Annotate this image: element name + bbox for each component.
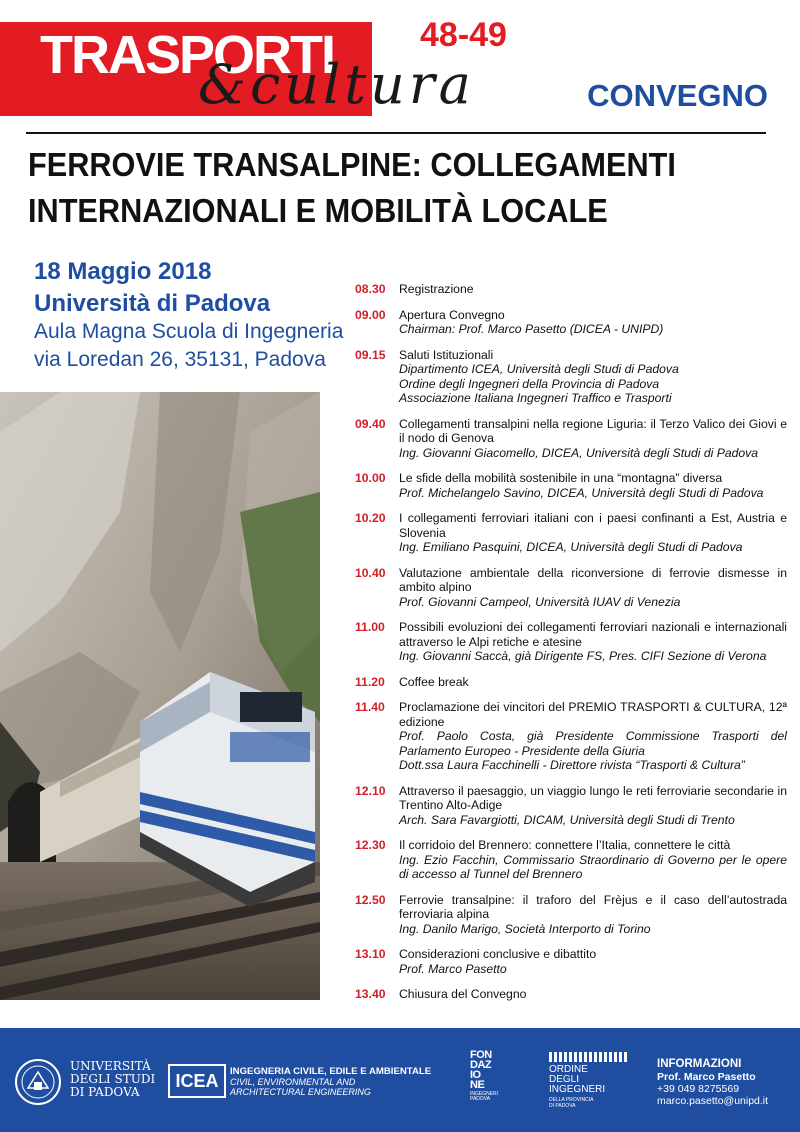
program-item [355,893,787,937]
program-title: Apertura Convegno [399,307,505,322]
contact-name: Prof. Marco Pasetto [657,1071,756,1083]
program-time: 13.40 [355,987,386,1001]
program-time: 13.10 [355,947,386,961]
icea-department-name: INGEGNERIA CIVILE, EDILE E AMBIENTALE [230,1066,432,1077]
program-title: Attraverso il paesaggio, un viaggio lungo le reti ferroviarie secondarie in Trentino Alto-Adige [399,783,787,812]
program-title: Registrazione [399,282,474,296]
program-detail: Prof. Giovanni Campeol, Università IUAV di Venezia [399,594,681,609]
program-detail: Ing. Giovanni Saccà, già Dirigente FS, Pres. CIFI Sezione di Verona [399,649,767,663]
program-detail: Prof. Marco Pasetto [399,961,507,976]
fondazione-sub: INGEGNERI PADOVA [470,1091,499,1102]
program-title: Coffee break [399,674,469,689]
program-time: 11.20 [355,674,385,689]
program-title: Il corridoio del Brennero: connettere l’Italia, connettere le città [399,838,731,852]
program-item [355,566,787,610]
program-title: Considerazioni conclusive e dibattito [399,947,597,961]
program-time: 10.00 [355,471,386,485]
program-time: 12.50 [355,892,386,907]
program-detail: Prof. Paolo Costa, già Presidente Commissione Trasporti del Parlamento Europeo - Presidente della Giuria [399,729,787,758]
program-list [355,282,787,1013]
program-item [355,620,787,664]
program-time: 11.40 [355,700,385,714]
program-title: Possibili evoluzioni dei collegamenti ferroviari nazionali e internazionali attraverso le Alpi retiche e atesine [399,620,787,649]
program-time: 08.30 [355,282,386,296]
train-photo-illustration [0,392,320,1000]
program-time: 11.00 [355,620,385,634]
program-detail: Ing. Emiliano Pasquini, DICEA, Università degli Studi di Padova [399,540,743,554]
contact-phone: +39 049 8275569 [657,1083,740,1095]
program-title: Ferrovie transalpine: il traforo del Frèjus e il caso dell’autostrada ferroviaria alpina [399,892,787,921]
program-item [355,700,787,773]
brand-logo-main: TRASPORTI [40,25,335,85]
program-item [355,471,787,500]
header-divider [26,132,766,134]
program-title: Collegamenti transalpini nella regione Liguria: il Terzo Valico dei Giovi e il nodo di Genova [399,416,787,445]
program-detail: Ing. Danilo Marigo, Società Interporto di Torino [399,921,651,936]
program-detail: Associazione Italiana Ingegneri Traffico e Trasporti [399,391,672,405]
event-type: CONVEGNO [587,78,768,113]
brand-logo-script: &cultura [198,53,475,116]
event-date: 18 Maggio 2018 [34,258,212,285]
program-time: 10.40 [355,565,386,580]
ordine-logo [549,1052,629,1109]
event-address: via Loredan 26, 35131, Padova [34,348,326,371]
program-detail: Ing. Giovanni Giacomello, DICEA, Università degli Studi di Padova [399,445,759,460]
program-item [355,348,787,406]
program-title: Proclamazione dei vincitori del PREMIO TRASPORTI & CULTURA, 12ª edizione [399,700,787,729]
program-title: I collegamenti ferroviari italiani con i paesi confinanti a Est, Austria e Slovenia [399,511,787,540]
program-item [355,987,787,1002]
program-detail: Ing. Ezio Facchin, Commissario Straordinario di Governo per le opere di accesso al Tunnel del Brennero [399,852,787,881]
icea-logo: ICEA [168,1064,226,1098]
program-item [355,417,787,461]
program-item [355,675,787,690]
program-detail: Dott.ssa Laura Facchinelli - Direttore rivista “Trasporti & Cultura” [399,758,745,772]
issue-number: 48-49 [420,16,507,54]
footer [0,1028,800,1132]
main-title [28,142,735,234]
program-title: Chiusura del Convegno [399,987,527,1001]
train-photo [0,392,320,1000]
program-detail: Ordine degli Ingegneri della Provincia di Padova [399,376,660,391]
title-line-2: INTERNAZIONALI E MOBILITÀ LOCALE [28,192,608,229]
program-time: 10.20 [355,511,386,525]
ordine-building-icon [549,1052,629,1062]
event-room: Aula Magna Scuola di Ingegneria [34,320,344,343]
fondazione-wordmark: FON DAZ IO NE [470,1049,492,1091]
program-time: 09.00 [355,307,386,322]
program-detail: Chairman: Prof. Marco Pasetto (DICEA - UNIPD) [399,322,664,336]
program-time: 12.10 [355,783,386,798]
icea-department-english: CIVIL, ENVIRONMENTAL AND ARCHITECTURAL ENGINEERING [230,1077,371,1097]
contact-email: marco.pasetto@unipd.it [657,1095,769,1107]
program-time: 12.30 [355,838,386,852]
event-university: Università di Padova [34,290,271,317]
contact-heading: INFORMAZIONI [657,1058,742,1070]
program-item [355,308,787,337]
program-title: Valutazione ambientale della riconversione di ferrovie dismesse in ambito alpino [399,565,787,594]
program-item [355,511,787,555]
university-name: UNIVERSITÀ DEGLI STUDI DI PADOVA [70,1059,156,1099]
ordine-name: ORDINE DEGLI INGEGNERI [549,1064,606,1095]
program-time: 09.40 [355,416,386,431]
program-item [355,947,787,976]
program-time: 09.15 [355,347,386,362]
program-item [355,784,787,828]
program-detail: Prof. Michelangelo Savino, DICEA, Università degli Studi di Padova [399,485,764,500]
program-detail: Dipartimento ICEA, Università degli Studi di Padova [399,362,679,376]
fondazione-logo [470,1050,504,1102]
title-line-1: FERROVIE TRANSALPINE: COLLEGAMENTI [28,146,676,183]
university-seal-icon [14,1058,62,1106]
program-title: Saluti Istituzionali [399,347,494,362]
program-title: Le sfide della mobilità sostenibile in una “montagna” diversa [399,471,723,485]
ordine-sub: DELLA PROVINCIA DI PADOVA [549,1097,594,1109]
program-item [355,282,787,297]
program-detail: Arch. Sara Favargiotti, DICAM, Università degli Studi di Trento [399,812,735,827]
program-item [355,838,787,882]
